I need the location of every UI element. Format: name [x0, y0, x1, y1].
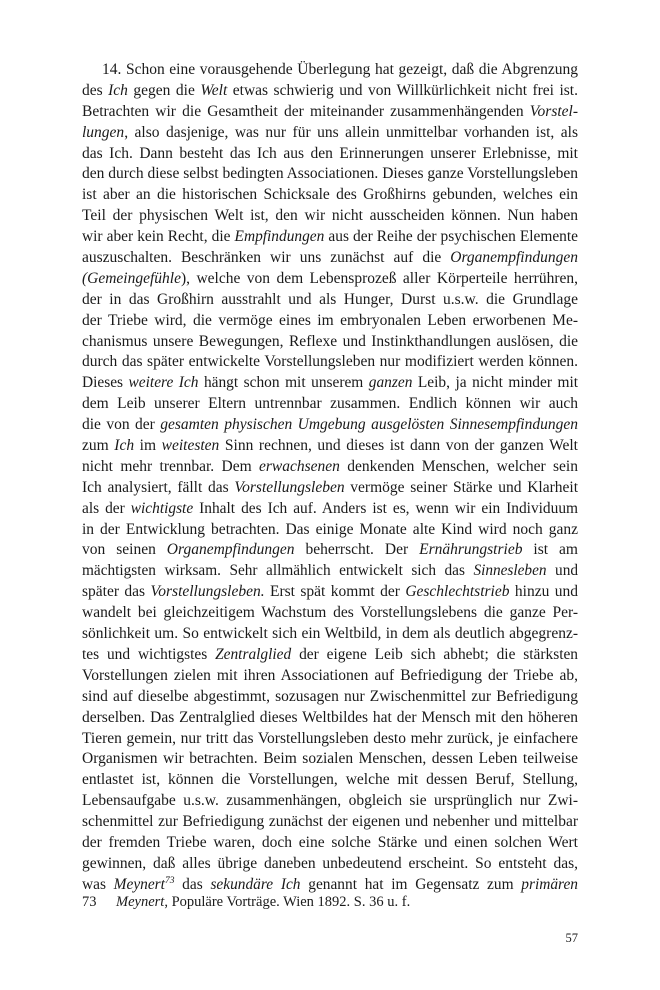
emphasis-text: wichtigste — [130, 499, 194, 517]
text-segment: Teil der physischen Welt ist, den wir nicht ausscheiden können. Nun haben — [82, 207, 578, 225]
text-segment: ist aber an die historischen Schicksale des Großhirns gebunden, welches ein — [82, 186, 578, 204]
footnote-number: 73 — [82, 894, 97, 910]
text-segment: der fremden Triebe waren, doch eine solche Stärke und einen solchen Wert — [82, 833, 578, 851]
text-line — [82, 227, 578, 248]
emphasis-text: erwachsenen — [258, 457, 340, 475]
text-line — [82, 561, 578, 582]
text-segment: nicht mehr trennbar. Dem — [82, 457, 259, 475]
text-line — [82, 352, 578, 373]
emphasis-text: Vorstellungsleben — [234, 478, 345, 496]
text-segment: Betrachten wir die Gesamtheit der miteinander zusammenhängenden — [82, 102, 530, 120]
text-segment: , also dasjenige, was nur für uns allein unmittelbar vorhanden ist, als — [124, 123, 578, 141]
text-segment: vermöge seiner Stärke und Klarheit — [344, 478, 578, 496]
text-line — [82, 457, 578, 478]
text-segment: was — [82, 875, 114, 893]
text-segment: Lebensaufgabe u.s.w. zusammenhängen, obgleich sie ursprünglich nur Zwi- — [82, 792, 578, 810]
text-segment: sönlichkeit um. So entwickelt sich ein Weltbild, in dem als deutlich abgegrenz- — [82, 625, 578, 643]
text-line — [82, 102, 578, 123]
text-line — [82, 478, 578, 499]
text-line — [82, 624, 578, 645]
text-segment: tes und wichtigstes — [82, 645, 216, 663]
text-line — [82, 248, 578, 269]
emphasis-text: weitesten — [161, 437, 220, 455]
emphasis-text: Ich — [114, 437, 135, 455]
emphasis-text: Welt — [200, 81, 228, 99]
text-segment: gegen die — [127, 81, 201, 99]
text-line — [82, 415, 578, 436]
text-segment: hängt schon mit unserem — [198, 374, 369, 392]
text-segment: Tieren gemein, nur tritt das Vorstellungsleben desto mehr zurück, je einfachere — [82, 729, 578, 747]
text-segment: im — [134, 437, 162, 455]
text-segment: den durch diese selbst bedingten Associationen. Dieses ganze Vorstellungsleben — [82, 165, 578, 183]
text-segment: sind auf dieselbe abgestimmt, sozusagen nur Zwischenmittel zur Befriedigung — [82, 687, 578, 705]
text-line — [82, 749, 578, 770]
emphasis-text: Geschlechtstrieb — [405, 583, 510, 601]
emphasis-text: Vorstellungsleben. — [150, 583, 265, 601]
text-segment: zum — [82, 437, 115, 455]
text-line — [82, 290, 578, 311]
text-line — [82, 708, 578, 729]
text-segment: ), welche von dem Lebensprozeß aller Körperteile herrühren, — [181, 269, 578, 287]
text-line — [82, 332, 578, 353]
footnote — [82, 893, 578, 911]
emphasis-text: Ernährungstrieb — [419, 541, 523, 559]
text-segment: genannt hat im Gegensatz zum — [300, 875, 522, 893]
text-line — [82, 687, 578, 708]
text-segment: aus der Reihe der psychischen Elemente — [324, 228, 578, 246]
text-line — [82, 269, 578, 290]
text-segment: derselben. Das Zentralglied dieses Weltbildes hat der Mensch mit den höheren — [82, 708, 578, 726]
text-segment: beherrscht. Der — [294, 541, 420, 559]
emphasis-text: Organempfindungen — [166, 541, 295, 559]
text-line — [82, 60, 578, 81]
emphasis-text: gesamten physischen Umgebung ausgelösten Sinnesempfindungen — [160, 416, 578, 434]
text-segment: wir aber kein Recht, die — [82, 228, 235, 246]
text-segment: und — [546, 562, 578, 580]
text-line — [82, 499, 578, 520]
text-segment: Leib, ja nicht minder mit — [412, 374, 578, 392]
text-line — [82, 436, 578, 457]
text-segment: das — [174, 875, 211, 893]
emphasis-text: (Gemeingefühle — [82, 269, 181, 287]
emphasis-text: Sinnesleben — [473, 562, 547, 580]
text-segment: Dieses — [82, 374, 129, 392]
emphasis-text: lungen — [82, 123, 125, 141]
emphasis-text: weitere Ich — [128, 374, 199, 392]
text-segment: wandelt bei gleichzeitigem Wachstum des Vorstellungslebens die ganze Per- — [82, 604, 578, 622]
text-segment: der in das Großhirn ausstrahlt und als Hunger, Durst u.s.w. die Grundlage — [82, 290, 578, 308]
text-line — [82, 582, 578, 603]
footnote-text: , Populäre Vorträge. Wien 1892. S. 36 u. f. — [164, 894, 411, 910]
text-line — [82, 603, 578, 624]
text-line — [82, 144, 578, 165]
emphasis-text: Organempfindungen — [450, 249, 578, 267]
text-segment: Erst spät kommt der — [264, 583, 406, 601]
text-segment: später das — [82, 583, 151, 601]
text-segment: etwas schwierig und von Willkürlichkeit nicht frei ist. — [227, 81, 578, 99]
page-number: 57 — [565, 931, 578, 945]
text-line — [82, 729, 578, 750]
text-line — [82, 394, 578, 415]
emphasis-text: Ich — [108, 81, 128, 99]
text-segment: mächtigsten wirksam. Sehr allmählich entwickelt sich das — [82, 562, 474, 580]
text-line — [82, 854, 578, 875]
text-line — [82, 123, 578, 144]
text-segment: des — [82, 81, 109, 99]
footnote-reference: 73 — [164, 875, 175, 886]
text-line — [82, 81, 578, 102]
text-segment: die von der — [82, 416, 161, 434]
text-segment: ist am — [522, 541, 578, 559]
text-line — [82, 164, 578, 185]
text-line — [82, 791, 578, 812]
text-segment: dem Leib unserer Eltern untrennbar zusammen. Endlich können wir auch — [82, 395, 578, 413]
text-segment: in der Entwicklung betrachten. Das einige Monate alte Kind wird noch ganz — [82, 520, 578, 538]
emphasis-text: Vorstel- — [529, 102, 578, 120]
body-text — [82, 60, 578, 896]
emphasis-text: sekundäre Ich — [210, 875, 301, 893]
emphasis-text: ganzen — [368, 374, 413, 392]
text-segment: Inhalt des Ich auf. Anders ist es, wenn wir ein Individuum — [193, 499, 578, 517]
emphasis-text: Empfindungen — [234, 228, 325, 246]
text-segment: auszuschalten. Beschränken wir uns zunächst auf die — [82, 249, 451, 267]
text-line — [82, 206, 578, 227]
text-line — [82, 770, 578, 791]
text-segment: denkenden Menschen, welcher sein — [339, 457, 578, 475]
text-segment: der eigene Leib sich abhebt; die stärksten — [291, 645, 578, 663]
text-segment: der Triebe wird, die vermöge eines im embryonalen Leben erworbenen Me- — [82, 311, 578, 329]
text-segment: Organismen wir betrachten. Beim sozialen Menschen, dessen Leben teilweise — [82, 750, 578, 768]
emphasis-text: Zentralglied — [215, 645, 292, 663]
text-segment: durch das später entwickelte Vorstellungsleben nur modifiziert werden können. — [82, 353, 578, 371]
text-segment: Vorstellungen zielen mit ihren Associationen auf Befriedigung der Triebe ab, — [82, 666, 578, 684]
text-segment: entlastet ist, können die Vorstellungen, welche mit dessen Beruf, Stellung, — [82, 771, 578, 789]
text-segment: Sinn rechnen, und dieses ist dann von der ganzen Welt — [219, 437, 578, 455]
text-segment: als der — [82, 499, 131, 517]
text-line — [82, 185, 578, 206]
text-line — [82, 645, 578, 666]
text-segment: 14. Schon eine vorausgehende Überlegung hat gezeigt, daß die Abgrenzung — [102, 61, 578, 78]
text-line — [82, 520, 578, 541]
footnote-author: Meynert — [116, 894, 165, 910]
text-segment: Ich analysiert, fällt das — [82, 478, 235, 496]
text-line — [82, 373, 578, 394]
text-line — [82, 540, 578, 561]
text-line — [82, 311, 578, 332]
text-line — [82, 812, 578, 833]
text-segment: chanismus unsere Bewegungen, Reflexe und Instinkthandlungen auslösen, die — [82, 332, 578, 350]
text-line — [82, 666, 578, 687]
emphasis-text: primären — [521, 875, 578, 893]
text-segment: gewinnen, daß alles übrige daneben unbedeutend erscheint. So entsteht das, — [82, 854, 578, 872]
text-segment: schenmittel zur Befriedigung zunächst der eigenen und nebenher und mittelbar — [82, 813, 578, 831]
emphasis-text: Meynert — [113, 875, 165, 893]
text-segment: das Ich. Dann besteht das Ich aus den Erinnerungen unserer Erlebnisse, mit — [82, 144, 578, 162]
text-segment: von seinen — [82, 541, 167, 559]
text-segment: hinzu und — [509, 583, 578, 601]
text-line — [82, 833, 578, 854]
